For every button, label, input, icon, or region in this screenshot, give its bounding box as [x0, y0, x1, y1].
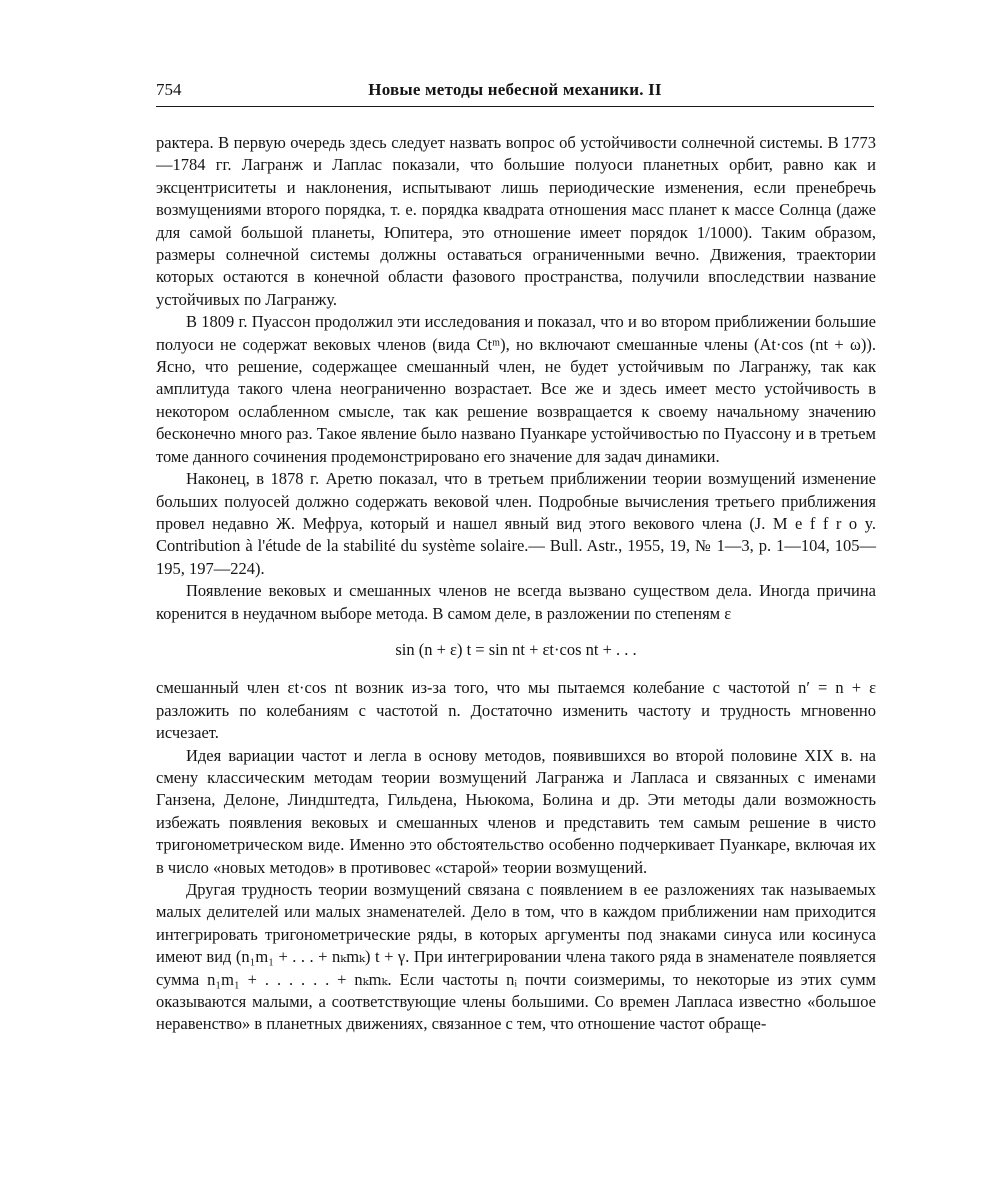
paragraph-secular-terms: Появление вековых и смешанных членов не всегда вызвано существом дела. Иногда причина коренится в неудачном выборе метода. В самом деле, в разложении по степеням ε [156, 581, 876, 623]
paragraph-poisson: В 1809 г. Пуассон продолжил эти исследования и показал, что и во втором приближении большие полуоси не содержат вековых членов (вида Ctᵐ), но включают смешанные члены (At·cos (nt + ω)). Ясно, что решение, содержащее смешанный член, не будет устойчивым по Лагранжу, так как амплитуда такого члена неограниченно возрастает. Все же и здесь имеет место устойчивость в некотором ослабленном смысле, так как решение возвращается к своему начальному значению бесконечно много раз. Такое явление было названо Пуанкаре устойчивостью по Пуассону и в третьем томе данного сочинения продемонстрировано его значение для задач динамики. [156, 312, 876, 466]
paragraph-frequency-variation: Идея вариации частот и легла в основу методов, появившихся во второй половине XIX в. на смену классическим методам теории возмущений Лагранжа и Лапласа и связанных с именами Ганзена, Делоне, Линдштедта, Гильдена, Ньюкома, Болина и др. Эти методы дали возможность избежать появления вековых и смешанных членов и представить тем самым решение в чисто тригонометрическом виде. Именно это обстоятельство особенно подчеркивает Пуанкаре, включая их в число «новых методов» в противовес «старой» теории возмущений. [156, 745, 876, 877]
page-number: 754 [156, 80, 182, 99]
paragraph-haretu: Наконец, в 1878 г. Аретю показал, что в третьем приближении теории возмущений изменение больших полуосей должно содержать вековой член. Подробные вычисления третьего приближения провел недавно Ж. Мефруа, который и нашел явный вид этого векового члена (J. M e f f r o y. Contribution à l'étude de la stabilité du système solaire.— Bull. Astr., 1955, 19, № 1—3, p. 1—104, 105—195, 197—224). [156, 469, 876, 578]
formula-sine-expansion: sin (n + ε) t = sin nt + εt·cos nt + . . . [395, 639, 637, 659]
page-header [156, 78, 874, 107]
body-text [156, 132, 876, 1036]
paragraph-stability-intro: рактера. В первую очередь здесь следует назвать вопрос об устойчивости солнечной системы. В 1773—1784 гг. Лагранж и Лаплас показали, что большие полуоси планетных орбит, равно как и эксцентриситеты и наклонения, испытывают лишь периодические изменения, если пренебречь возмущениями второго порядка, т. е. порядка квадрата отношения масс планет к массе Солнца (даже для самой большой планеты, Юпитера, это отношение имеет порядок 1/1000). Таким образом, размеры солнечной системы должны оставаться ограниченными вечно. Движения, траектории которых остаются в конечной области фазового пространства, получили впоследствии название устойчивых по Лагранжу. [156, 133, 876, 309]
paragraph-mixed-term: смешанный член εt·cos nt возник из-за того, что мы пытаемся колебание с частотой n′ = n + ε разложить по колебаниям с частотой n. Достаточно изменить частоту и трудность мгновенно исчезает. [156, 678, 876, 743]
running-title: Новые методы небесной механики. II [368, 80, 662, 99]
paragraph-small-divisors: Другая трудность теории возмущений связана с появлением в ее разложениях так называемых малых делителей или малых знаменателей. Дело в том, что в каждом приближении нам приходится интегрировать тригонометрические ряды, в которых аргументы под знаками синуса или косинуса имеют вид (n₁m₁ + . . . + nₖmₖ) t + γ. При интегрировании члена такого ряда в знаменателе появляется сумма n₁m₁ + . . . . . . + nₖmₖ. Если частоты nᵢ почти соизмеримы, то некоторые из этих сумм оказываются малыми, а соответствующие члены большими. Со времен Лапласа известно «большое неравенство» в планетных движениях, связанное с тем, что отношение частот обраще- [156, 880, 876, 1034]
